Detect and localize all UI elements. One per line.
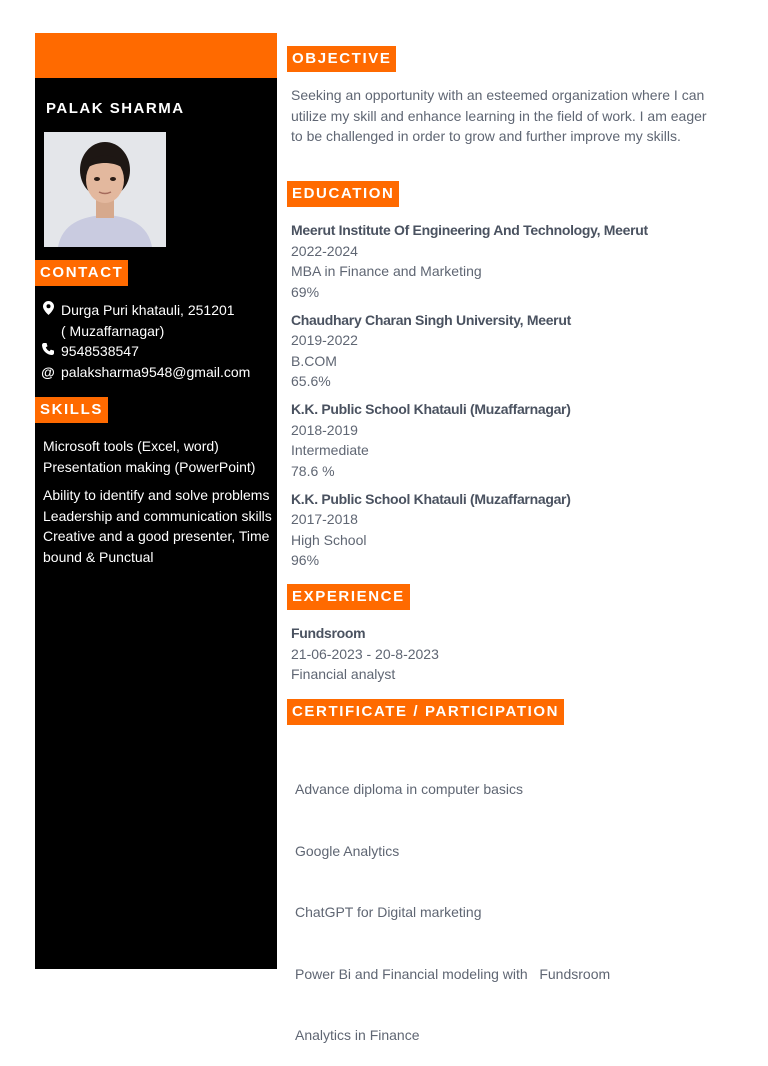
education-entry [291,220,648,302]
skills-paragraph: Ability to identify and solve problems Leadership and communication skills Creative and a good presenter, Time bound & Punctual [43,487,272,565]
education-years: 2022-2024 [291,242,358,259]
certificate-item: Advance diploma in computer basics [295,781,524,797]
education-score: 69% [291,283,320,300]
certificate-item: Analytics in Finance [295,1027,420,1043]
contact-email [40,362,250,383]
phone-icon [40,341,56,362]
certificate-item: ChatGPT for Digital marketing [295,904,482,920]
experience-heading: EXPERIENCE [287,584,410,610]
experience-role: Financial analyst [291,666,396,682]
at-sign-icon: @ [41,363,55,380]
education-score: 96% [291,552,320,568]
education-degree: MBA in Finance and Marketing [291,263,482,279]
contact-email-address: palaksharma9548@gmail.com [61,363,251,380]
education-score: 65.6% [291,373,331,389]
contact-address-line2: ( Muzaffarnagar) [61,322,165,339]
skills-heading: SKILLS [35,397,108,423]
contact-heading: CONTACT [35,260,128,286]
experience-dates: 21-06-2023 - 20-8-2023 [291,645,439,662]
education-degree: Intermediate [291,442,369,458]
education-degree: High School [291,531,367,548]
certificates-heading: CERTIFICATE / PARTICIPATION [287,699,564,725]
education-years: 2019-2022 [291,332,358,348]
certificates-list [295,738,610,1066]
education-institution: K.K. Public School Khatauli (Muzaffarnagar) [291,490,571,507]
education-heading: EDUCATION [287,181,399,207]
contact-address-line1: Durga Puri khatauli, 251201 [61,302,235,318]
skills-item: Presentation making (PowerPoint) [43,458,256,475]
certificate-item: Google Analytics [295,842,400,859]
sidebar-accent-bar [35,33,277,78]
education-institution: K.K. Public School Khatauli (Muzaffarnagar) [291,401,571,417]
profile-photo-image [44,132,166,247]
experience-entry [291,623,439,685]
profile-photo [44,132,166,247]
objective-heading: OBJECTIVE [287,46,396,72]
education-years: 2017-2018 [291,511,358,527]
location-pin-icon [40,300,56,321]
objective-text: Seeking an opportunity with an esteemed organization where I can utilize my skill and enhance learning in the field of work. I am eager to be challenged in order to grow and further improve my skills. [291,87,707,144]
education-years: 2018-2019 [291,421,358,438]
sidebar [35,33,277,969]
education-institution: Chaudhary Charan Singh University, Meerut [291,311,571,328]
education-entry [291,399,571,481]
experience-company: Fundsroom [291,625,366,641]
contact-phone-number: 9548538547 [61,343,139,359]
contact-address [40,300,235,321]
education-entry [291,489,571,571]
education-institution: Meerut Institute Of Engineering And Technology, Meerut [291,222,648,238]
education-score: 78.6 % [291,462,335,479]
certificate-item: Power Bi and Financial modeling with Fundsroom [295,965,611,982]
education-degree: B.COM [291,352,337,369]
education-entry [291,310,571,392]
profile-name: PALAK SHARMA [46,100,185,117]
skills-item: Microsoft tools (Excel, word) [43,438,219,454]
contact-phone [40,341,139,362]
